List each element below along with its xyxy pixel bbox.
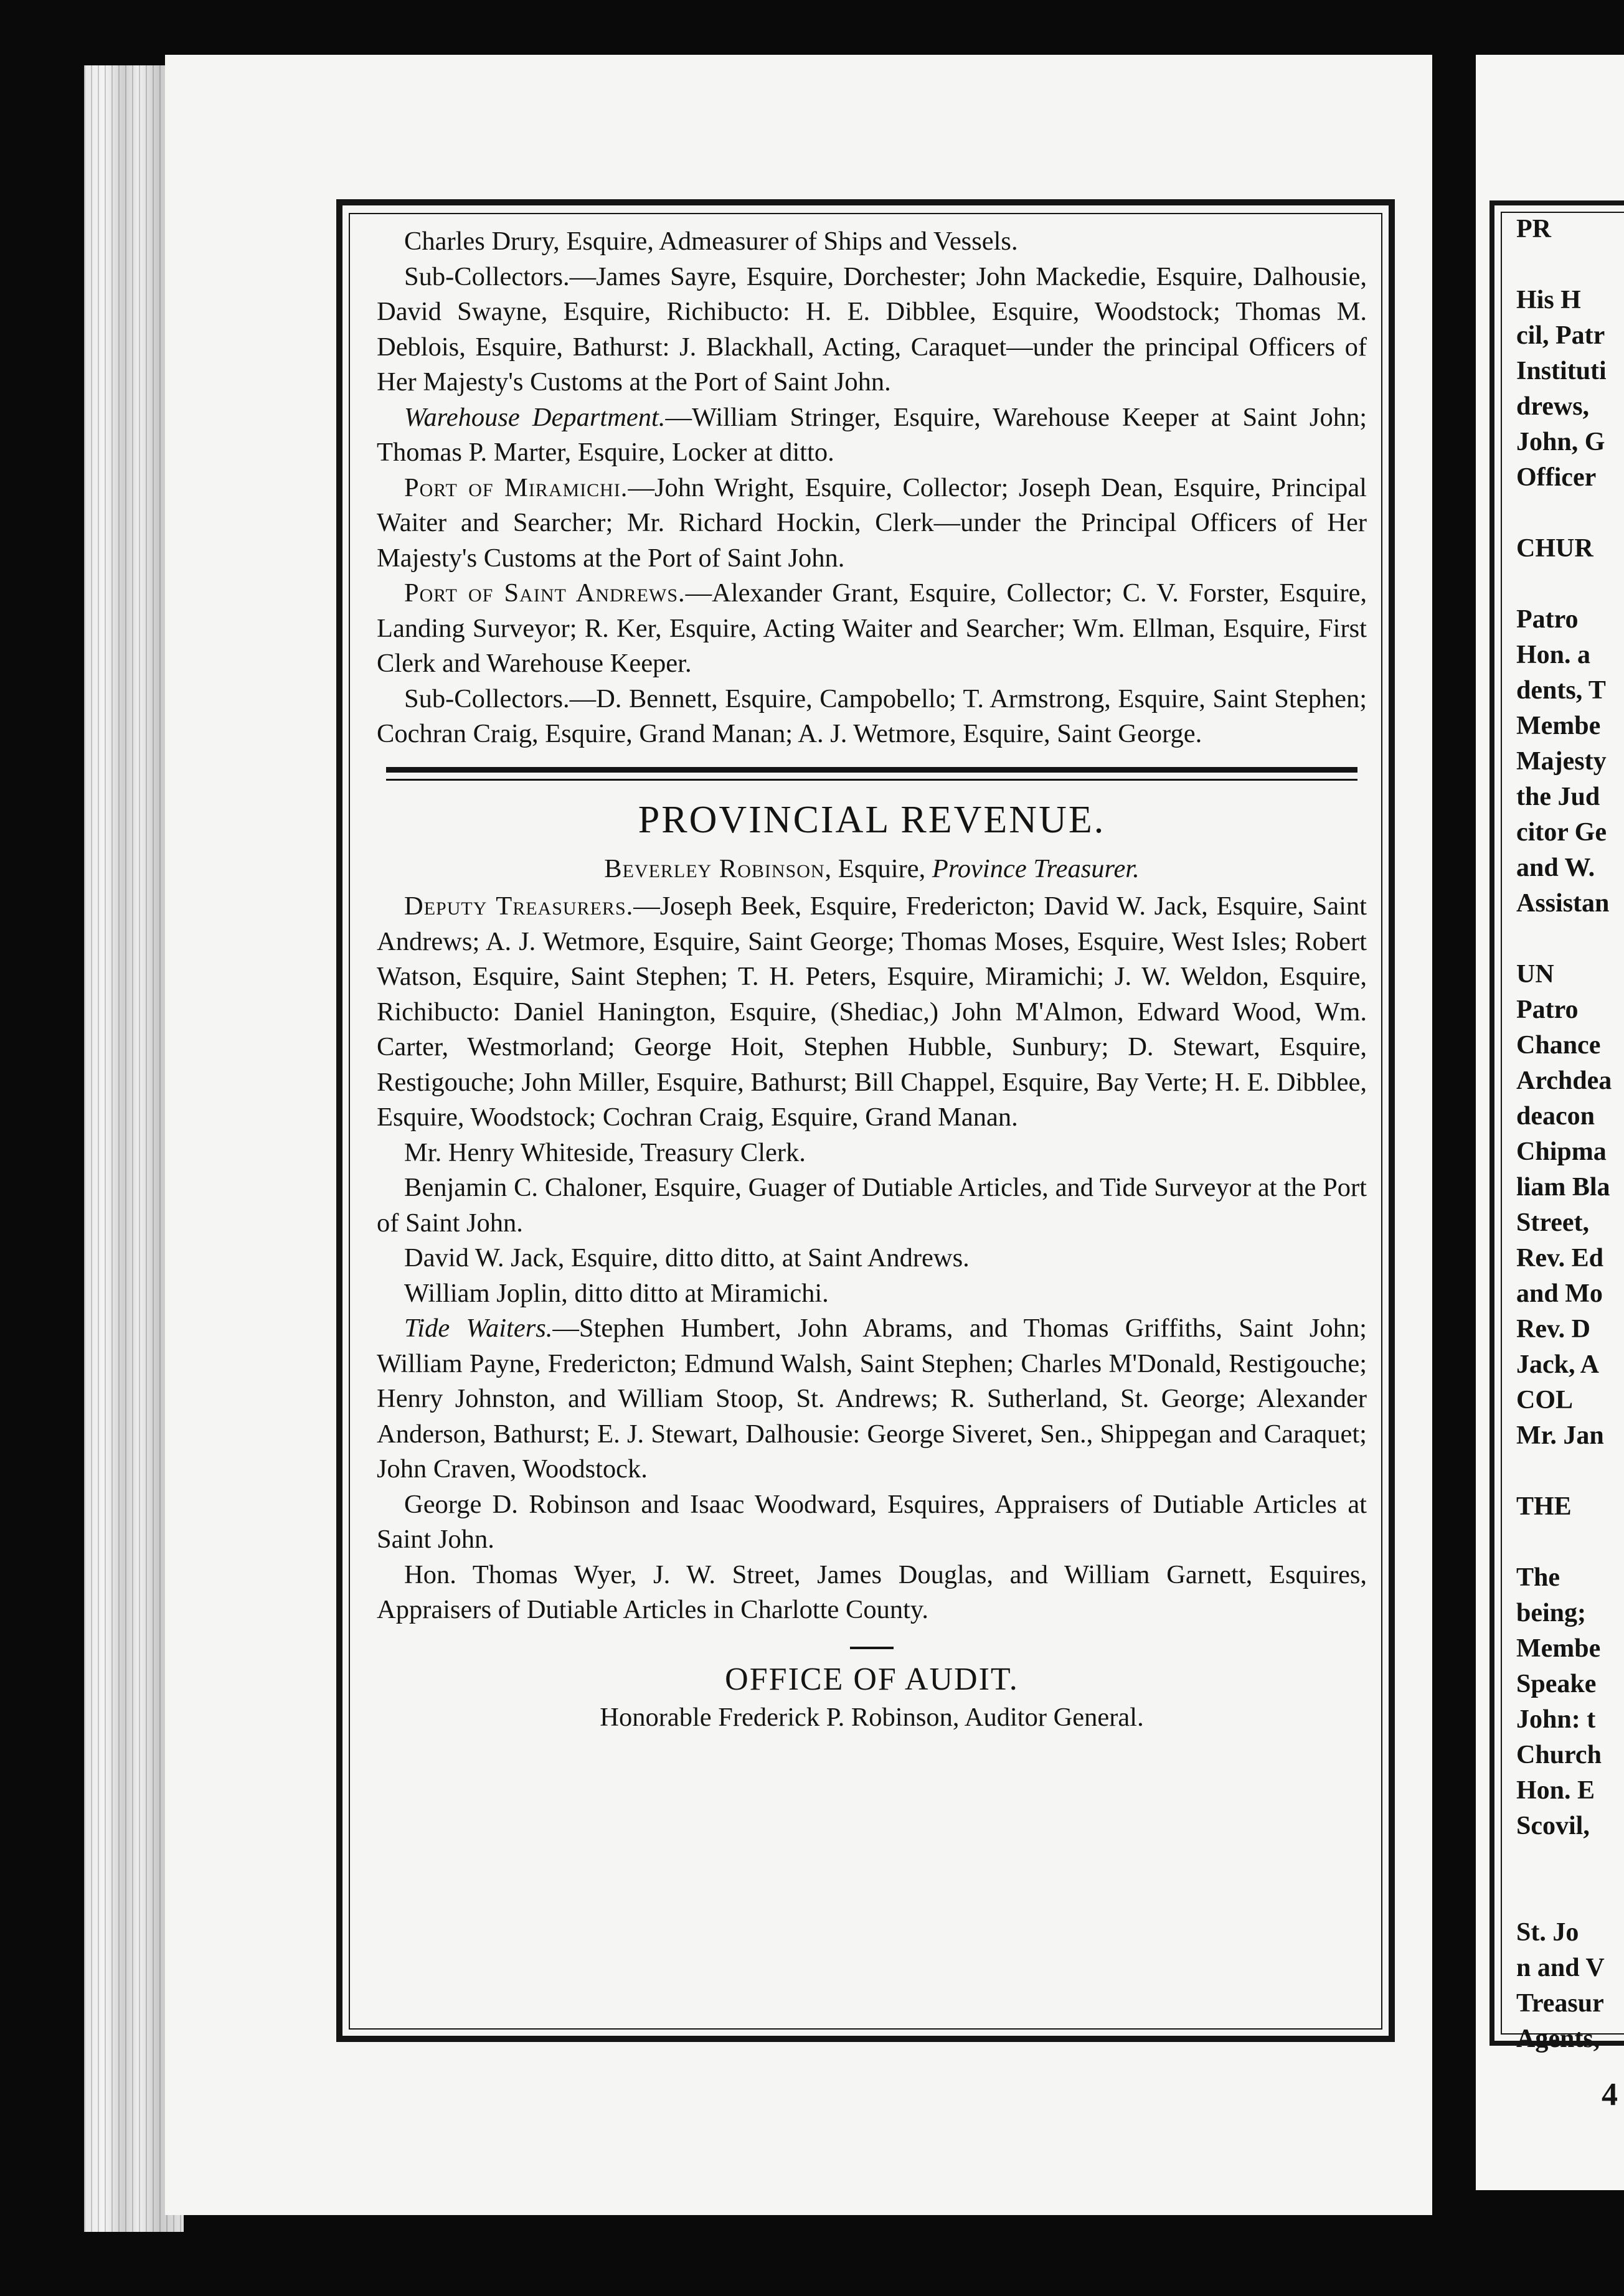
right-page-line: Membe xyxy=(1516,712,1601,740)
paragraph-text: William Joplin, ditto ditto at Miramichi. xyxy=(404,1278,829,1308)
document-content xyxy=(377,224,1367,1735)
paragraph-lead: Warehouse Department. xyxy=(404,402,666,432)
treasurer-role: Province Treasurer. xyxy=(932,854,1140,883)
paragraph-text: Mr. Henry Whiteside, Treasury Clerk. xyxy=(404,1137,806,1167)
right-page-line: Membe xyxy=(1516,1634,1601,1663)
paragraph-text: —D. Bennett, Esquire, Campobello; T. Armstrong, Esquire, Saint Stephen; Cochran Craig, Esquire, Grand Manan; A. J. Wetmore, Esquire, Saint George. xyxy=(377,684,1367,748)
paragraph xyxy=(377,260,1367,400)
revenue-section xyxy=(377,889,1367,1628)
right-page-line: Jack, A xyxy=(1516,1350,1600,1379)
paragraph xyxy=(377,1136,1367,1171)
right-page-line: Rev. D xyxy=(1516,1315,1590,1343)
paragraph-lead: Port of Saint Andrews. xyxy=(404,578,686,608)
right-page-line: the Jud xyxy=(1516,783,1600,811)
right-page-line: Hon. E xyxy=(1516,1776,1595,1805)
right-page-line: COL xyxy=(1516,1386,1574,1414)
paragraph xyxy=(377,1558,1367,1628)
paragraph xyxy=(377,889,1367,1136)
right-page-line: THE xyxy=(1516,1492,1572,1521)
right-page-line xyxy=(1516,1844,1624,1880)
right-page-line: John: t xyxy=(1516,1705,1596,1734)
paragraph-text: —Stephen Humbert, John Abrams, and Thomas Griffiths, Saint John; William Payne, Fredericton; Edmund Walsh, Saint Stephen; Charles M'Donald, Restigouche; Henry Johnston, and William Stoop, St. Andrews; R. Sutherland, St. George; Alexander Anderson, Bathurst; E. J. Stewart, Dalhousie: George Siveret, Sen., Shippegan and Caraquet; John Craven, Woodstock. xyxy=(377,1314,1367,1484)
short-divider xyxy=(850,1647,894,1649)
right-page-line: PR xyxy=(1516,215,1551,243)
paragraph xyxy=(377,1487,1367,1558)
right-page-line xyxy=(1516,1525,1624,1560)
right-page-line: John, G xyxy=(1516,428,1605,456)
right-page-line: Speake xyxy=(1516,1670,1597,1698)
right-page-line: and W. xyxy=(1516,854,1595,882)
audit-title: OFFICE OF AUDIT. xyxy=(725,1661,1019,1697)
right-page-line: Patro xyxy=(1516,605,1579,634)
right-page-line: dents, T xyxy=(1516,676,1606,705)
right-page-line: His H xyxy=(1516,286,1581,314)
right-page-line: Hon. a xyxy=(1516,641,1591,669)
right-page-partial-text xyxy=(1516,212,1624,2057)
right-page-line: Officer xyxy=(1516,463,1597,492)
right-page-line: Patro xyxy=(1516,995,1579,1024)
right-page-line: n and V xyxy=(1516,1954,1605,1982)
right-page-line: Mr. Jan xyxy=(1516,1421,1604,1450)
paragraph xyxy=(377,576,1367,682)
treasurer-mid: , Esquire, xyxy=(824,854,932,883)
right-page-line: Church xyxy=(1516,1741,1602,1769)
right-page-line: UN xyxy=(1516,960,1554,989)
paragraph xyxy=(377,1170,1367,1241)
right-page-line: cil, Patr xyxy=(1516,321,1605,350)
page-number: 4 xyxy=(1602,2077,1618,2112)
right-page-line: drews, xyxy=(1516,392,1590,421)
paragraph-lead: Tide Waiters. xyxy=(404,1314,553,1343)
right-page-line: Instituti xyxy=(1516,357,1607,385)
paragraph xyxy=(377,1241,1367,1276)
paragraph xyxy=(377,1311,1367,1487)
right-page-line: Street, xyxy=(1516,1208,1589,1237)
section-title: PROVINCIAL REVENUE. xyxy=(638,798,1106,841)
right-page-line xyxy=(1516,567,1624,602)
right-page-line: Assistan xyxy=(1516,889,1610,918)
paragraph xyxy=(377,224,1367,260)
audit-line: Honorable Frederick P. Robinson, Auditor General. xyxy=(600,1702,1144,1732)
customs-section xyxy=(377,224,1367,752)
right-page-line xyxy=(1516,1454,1624,1489)
paragraph-text: Hon. Thomas Wyer, J. W. Street, James Douglas, and William Garnett, Esquires, Appraisers of Dutiable Articles in Charlotte County. xyxy=(377,1560,1367,1624)
paragraph-lead: Sub-Collectors. xyxy=(404,684,570,713)
right-page-line: Chance xyxy=(1516,1031,1601,1060)
paragraph-text: —James Sayre, Esquire, Dorchester; John Mackedie, Esquire, Dalhousie, David Swayne, Esquire, Richibucto: H. E. Dibblee, Esquire, Woodstock; Thomas M. Deblois, Esquire, Bathurst: J. Blackhall, Acting, Caraquet—under the principal Officers of Her Majesty's Customs at the Port of Saint John. xyxy=(377,261,1367,397)
paragraph-text: —William Stringer, Esquire, Warehouse Keeper at Saint John; Thomas P. Marter, Esquire, Locker at ditto. xyxy=(377,402,1367,467)
right-page-line xyxy=(1516,496,1624,531)
right-page-line: Chipma xyxy=(1516,1137,1607,1166)
paragraph-text: Charles Drury, Esquire, Admeasurer of Ships and Vessels. xyxy=(404,227,1018,256)
right-page-line: Scovil, xyxy=(1516,1812,1590,1840)
paragraph-text: —Alexander Grant, Esquire, Collector; C. V. Forster, Esquire, Landing Surveyor; R. Ker, Esquire, Acting Waiter and Searcher; Wm. Ellman, Esquire, First Clerk and Warehouse Keeper. xyxy=(377,578,1367,678)
right-page-line: St. Jo xyxy=(1516,1918,1579,1947)
right-page-line: citor Ge xyxy=(1516,818,1607,847)
right-page-line: Rev. Ed xyxy=(1516,1244,1604,1273)
paragraph xyxy=(377,400,1367,471)
right-page-line xyxy=(1516,1880,1624,1915)
paragraph-lead: Deputy Treasurers. xyxy=(404,892,634,921)
right-page-line xyxy=(1516,247,1624,283)
right-page-line xyxy=(1516,921,1624,957)
paragraph xyxy=(377,682,1367,752)
right-page-line: deacon xyxy=(1516,1102,1595,1131)
treasurer-name: Beverley Robinson xyxy=(604,854,825,883)
paragraph-text: Benjamin C. Chaloner, Esquire, Guager of Dutiable Articles, and Tide Surveyor at the Port of Saint John. xyxy=(377,1173,1367,1238)
right-page-line: being; xyxy=(1516,1599,1587,1627)
paragraph xyxy=(377,471,1367,576)
right-page-line: CHUR xyxy=(1516,534,1593,563)
right-page-line: The xyxy=(1516,1563,1560,1592)
paragraph-text: —Joseph Beek, Esquire, Fredericton; David W. Jack, Esquire, Saint Andrews; A. J. Wetmore, Esquire, Saint George; Thomas Moses, Esquire, West Isles; Robert Watson, Esquire, Saint Stephen; T. H. Peters, Esquire, Miramichi; J. W. Weldon, Esquire, Richibucto: Daniel Hanington, Esquire, (Shediac,) John M'Almon, Edward Wood, Wm. Carter, Westmorland; George Hoit, Stephen Hubble, Sunbury; D. Stewart, Esquire, Restigouche; John Miller, Esquire, Bathurst; Bill Chappel, Esquire, Bay Verte; H. E. Dibblee, Esquire, Woodstock; Cochran Craig, Esquire, Grand Manan. xyxy=(377,892,1367,1132)
right-page-line: Agents, xyxy=(1516,2025,1600,2053)
paragraph-text: David W. Jack, Esquire, ditto ditto, at Saint Andrews. xyxy=(404,1243,970,1273)
treasurer-line xyxy=(377,852,1367,887)
paragraph xyxy=(377,1276,1367,1312)
right-page-line: and Mo xyxy=(1516,1279,1603,1308)
right-page-line: Treasur xyxy=(1516,1989,1604,2018)
paragraph-text: George D. Robinson and Isaac Woodward, Esquires, Appraisers of Dutiable Articles at Saint John. xyxy=(377,1489,1367,1554)
paragraph-lead: Sub-Collectors. xyxy=(404,261,570,291)
right-page-line: Archdea xyxy=(1516,1066,1612,1095)
paragraph-lead: Port of Miramichi. xyxy=(404,473,628,502)
right-page-line: Majesty xyxy=(1516,747,1607,776)
right-page-line: liam Bla xyxy=(1516,1173,1610,1202)
section-divider xyxy=(386,767,1357,781)
paragraph-text: —John Wright, Esquire, Collector; Joseph Dean, Esquire, Principal Waiter and Searcher; Mr. Richard Hockin, Clerk—under the Principal Officers of Her Majesty's Customs at the Port of Saint John. xyxy=(377,473,1367,573)
